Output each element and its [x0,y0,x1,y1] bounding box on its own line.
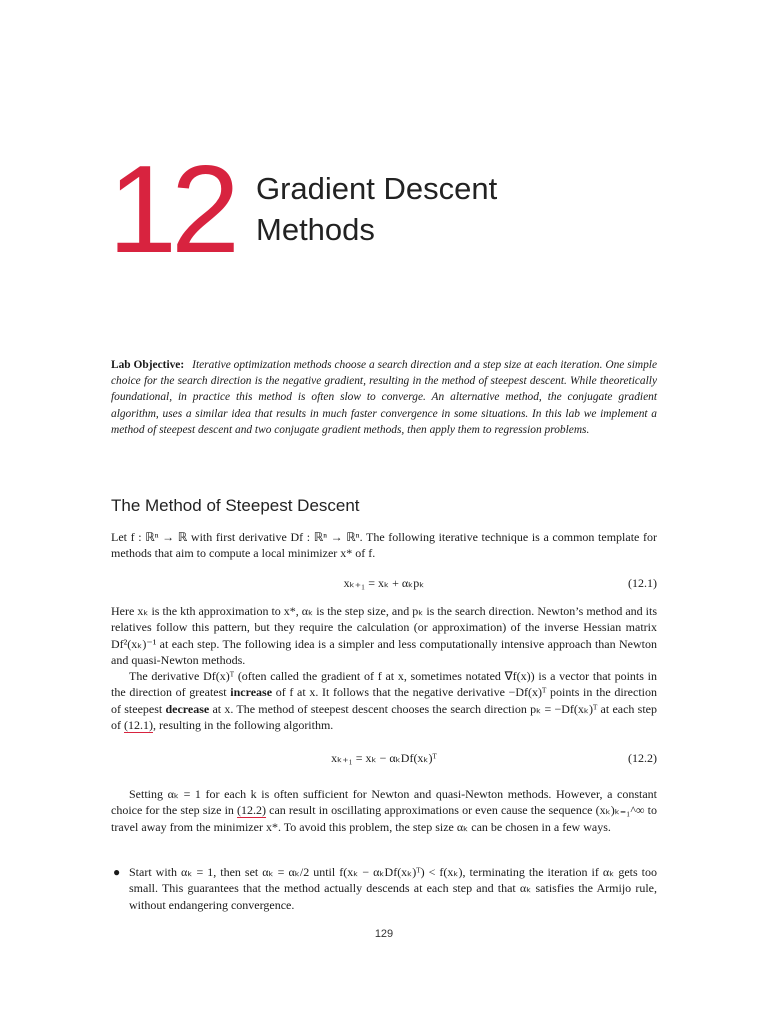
paragraph-step-explanation: Here xₖ is the kth approximation to x*, αₖ is the step size, and pₖ is the search direction. Newton’s method and its relatives follow this pattern, but they require the calculation (or approximation) of the inverse Hessian matrix Df²(xₖ)⁻¹ at each step. The following idea is a simpler and less computationally intensive approach than Newton and quasi-Newton methods. [111,604,657,667]
equation-12-2-number: (12.2) [628,751,657,765]
equation-12-1 [111,576,657,594]
page-number: 129 [374,928,394,940]
chapter-number: 12 [108,141,234,279]
bullet-icon: ● [113,865,121,879]
paragraph-derivative-text-c: of f at x. It follows that the negative derivative −Df(x)ᵀ points in the direction of steepest [111,685,658,716]
paragraph-derivative-text-f: , resulting in the following algorithm. [153,717,334,732]
chapter-title-line-1: Gradient Descent [256,171,498,206]
decrease-emphasis: decrease [165,701,210,716]
increase-emphasis: increase [230,685,273,700]
equation-12-1-expression: xₖ₊₁ = xₖ + αₖpₖ [343,576,425,590]
paragraph-derivative [111,668,657,733]
paragraph-step-size-text-a: Setting αₖ = 1 for each k is often sufficient for Newton and quasi-Newton methods. However, a constant choice for the step size in [111,787,657,818]
list-item [113,864,657,913]
equation-reference-12-2[interactable]: (12.2) [237,803,267,818]
equation-reference-12-1[interactable]: (12.1) [124,717,153,732]
paragraph-step-size-text-b: can result in oscillating approximations or even cause the sequence (xₖ)ₖ₌₁^∞ to travel away from the minimizer x*. To avoid this problem, the step size αₖ can be chosen in a few ways. [111,803,657,834]
section-heading: The Method of Steepest Descent [111,496,360,515]
lab-objective-text: Iterative optimization methods choose a search direction and a step size at each iteration. One simple choice for the search direction is the negative gradient, resulting in the method of steepest descent. While theoretically foundational, in practice this method is often slow to converge. An alternative method, the conjugate gradient algorithm, uses a similar idea that results in much faster convergence in some situations. In this lab we implement a method of steepest descent and two conjugate gradient methods, then apply them to regression problems. [111,359,657,436]
lab-objective [111,357,657,438]
chapter-title-line-2: Methods [256,212,375,247]
equation-12-2-expression: xₖ₊₁ = xₖ − αₖDf(xₖ)ᵀ [331,751,437,765]
equation-12-1-number: (12.1) [628,576,657,590]
chapter-title [256,168,497,250]
equation-12-2 [111,751,657,769]
paragraph-intro: Let f : ℝⁿ → ℝ with first derivative Df : ℝⁿ → ℝⁿ. The following iterative technique is a common template for methods that aim to compute a local minimizer x* of f. [111,530,657,561]
paragraph-step-size [111,786,657,835]
paragraph-derivative-text-a: The derivative Df(x)ᵀ (often called the gradient of f at x, sometimes notated ∇f(x)) is a vector that points in the direction of greatest [111,669,657,700]
paragraph-derivative-text-e: at x. The method of steepest descent chooses the search direction pₖ = −Df(xₖ)ᵀ at each step of [111,701,658,732]
lab-objective-label: Lab Objective: [111,359,185,371]
list-item-text: Start with αₖ = 1, then set αₖ = αₖ/2 until f(xₖ − αₖDf(xₖ)ᵀ) < f(xₖ), terminating the iteration if αₖ gets too small. This guarantees that the method actually descends at each step and that αₖ satisfies the Armijo rule, without endangering convergence. [129,865,657,912]
